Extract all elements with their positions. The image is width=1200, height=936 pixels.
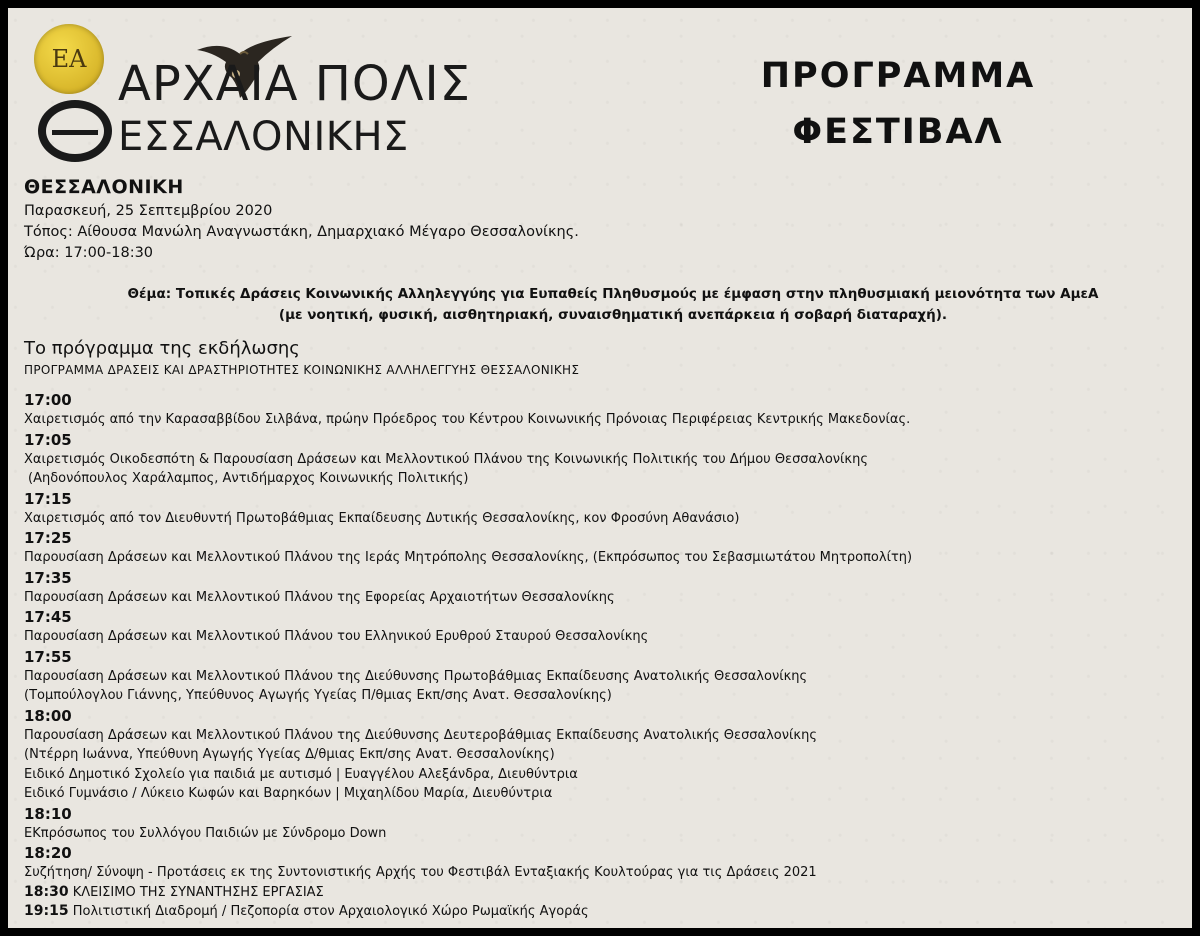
schedule-slot — [24, 647, 1184, 706]
event-date: Παρασκευή, 25 Σεπτεμβρίου 2020 — [24, 203, 273, 219]
poster-headline — [708, 48, 1088, 160]
slot-text: Ειδικό Γυμνάσιο / Λύκειο Κωφών και Βαρηκόων | Μιχαηλίδου Μαρία, Διευθύντρια — [24, 786, 553, 801]
slot-text: Παρουσίαση Δράσεων και Μελλοντικού Πλάνου της Ιεράς Μητρόπολης Θεσσαλονίκης, (Εκπρόσωπος του Σεβασμιωτάτου Μητροπολίτη) — [24, 550, 913, 565]
theme-line1: Θέμα: Τοπικές Δράσεις Κοινωνικής Αλληλεγγύης για Ευπαθείς Πληθυσμούς με έμφαση στην πληθυσμιακή μειονότητα των ΑμεΑ — [127, 286, 1099, 302]
schedule-slot — [24, 489, 1184, 529]
festival-program-poster — [8, 8, 1192, 928]
slot-text: Συζήτηση/ Σύνοψη - Προτάσεις εκ της Συντονιστικής Αρχής του Φεστιβάλ Ενταξιακής Κουλτούρας για τις Δράσεις 2021 — [24, 865, 817, 880]
slot-time: 17:55 — [24, 647, 72, 666]
closing-row — [24, 902, 1184, 922]
program-subheading: ΠΡΟΓΡΑΜΜΑ ΔΡΑΣΕΙΣ ΚΑΙ ΔΡΑΣΤΗΡΙΟΤΗΤΕΣ ΚΟΙΝΩΝΙΚΗΣ ΑΛΛΗΛΕΓΓΥΗΣ ΘΕΣΣΑΛΟΝΙΚΗΣ — [24, 363, 580, 377]
event-info — [24, 201, 579, 264]
schedule-slot — [24, 706, 1184, 804]
slot-text: Ειδικό Δημοτικό Σχολείο για παιδιά με αυτισμό | Ευαγγέλου Αλεξάνδρα, Διευθύντρια — [24, 766, 578, 782]
slot-text: Παρουσίαση Δράσεων και Μελλοντικού Πλάνου της Εφορείας Αρχαιοτήτων Θεσσαλονίκης — [24, 589, 615, 605]
closing-text: Πολιτιστική Διαδρομή / Πεζοπορία στον Αρχαιολογικό Χώρο Ρωμαϊκής Αγοράς — [72, 904, 589, 919]
schedule-slot — [24, 390, 1184, 430]
theme-line2: (με νοητική, φυσική, αισθητηριακή, συναισθηματική ανεπάρκεια ή σοβαρή διαταραχή). — [278, 307, 948, 323]
closing-time: 18:30 — [24, 883, 69, 900]
slot-time: 17:25 — [24, 529, 72, 547]
coin-monogram: ΕΑ — [51, 45, 87, 73]
event-place: Τόπος: Αίθουσα Μανώλη Αναγνωστάκη, Δημαρχιακό Μέγαρο Θεσσαλονίκης. — [24, 224, 579, 240]
slot-text: (Ντέρρη Ιωάννα, Υπεύθυνη Αγωγής Υγείας Δ/θμιας Εκπ/σης Ανατ. Θεσσαλονίκης) — [24, 747, 555, 762]
theta-letter — [38, 100, 112, 162]
slot-time: 18:20 — [24, 844, 72, 862]
event-city: ΘΕΣΣΑΛΟΝΙΚΗ — [24, 176, 184, 198]
slot-text: Χαιρετισμός Οικοδεσπότη & Παρουσίαση Δράσεων και Μελλοντικού Πλάνου της Κοινωνικής Πολιτικής του Δήμου Θεσσαλονίκης — [24, 451, 868, 467]
schedule-slot — [24, 607, 1184, 647]
slot-time: 18:10 — [24, 804, 72, 823]
slot-text: Παρουσίαση Δράσεων και Μελλοντικού Πλάνου του Ελληνικού Ερυθρού Σταυρού Θεσσαλονίκης — [24, 629, 649, 644]
slot-time: 17:05 — [24, 430, 72, 449]
schedule-slot — [24, 843, 1184, 883]
slot-time: 17:35 — [24, 568, 72, 587]
logo-title-line1: ΑΡΧΑΙΑ ΠΟΛΙΣ — [118, 56, 471, 112]
slot-text: Παρουσίαση Δράσεων και Μελλοντικού Πλάνου της Διεύθυνσης Δευτεροβάθμιας Εκπαίδευσης Ανατολικής Θεσσαλονίκης — [24, 727, 817, 743]
logo-title-line2: ΕΣΣΑΛΟΝΙΚΗΣ — [118, 114, 409, 160]
slot-text: ΕΚπρόσωπος του Συλλόγου Παιδιών με Σύνδρομο Down — [24, 825, 387, 841]
festival-logo — [32, 22, 502, 172]
slot-time: 17:15 — [24, 489, 72, 508]
slot-text: (Αηδονόπουλος Χαράλαμπος, Αντιδήμαρχος Κοινωνικής Πολιτικής) — [28, 471, 469, 486]
program-heading: Το πρόγραμμα της εκδήλωσης — [24, 338, 300, 359]
slot-time: 17:00 — [24, 391, 72, 409]
slot-text: Χαιρετισμός από την Καρασαββίδου Σιλβάνα, πρώην Πρόεδρος του Κέντρου Κοινωνικής Πρόνοιας Περιφέρειας Κεντρικής Μακεδονίας. — [24, 412, 911, 427]
schedule-slot — [24, 804, 1184, 844]
event-time: Ώρα: 17:00-18:30 — [24, 245, 154, 261]
event-theme — [68, 284, 1158, 326]
schedule-slot — [24, 568, 1184, 608]
gold-coin-emblem — [34, 24, 104, 94]
slot-text: Χαιρετισμός από τον Διευθυντή Πρωτοβάθμιας Εκπαίδευσης Δυτικής Θεσσαλονίκης, κον Φροσύνη Αθανάσιο) — [24, 510, 740, 526]
closing-row — [24, 883, 1184, 903]
slot-text: (Τομπούλογλου Γιάννης, Υπεύθυνος Αγωγής Υγείας Π/θμιας Εκπ/σης Ανατ. Θεσσαλονίκης) — [24, 688, 612, 703]
schedule-slot — [24, 430, 1184, 489]
closing-text: ΚΛΕΙΣΙΜΟ ΤΗΣ ΣΥΝΑΝΤΗΣΗΣ ΕΡΓΑΣΙΑΣ — [72, 884, 324, 900]
slot-text: Παρουσίαση Δράσεων και Μελλοντικού Πλάνου της Διεύθυνσης Πρωτοβάθμιας Εκπαίδευσης Ανατολικής Θεσσαλονίκης — [24, 668, 808, 684]
slot-time: 18:00 — [24, 706, 72, 725]
schedule-slot — [24, 528, 1184, 568]
closing-time: 19:15 — [24, 903, 69, 919]
program-schedule — [24, 390, 1184, 922]
headline-line2: ΦΕΣΤΙΒΑΛ — [792, 112, 1004, 152]
headline-line1: ΠΡΟΓΡΑΜΜΑ — [760, 56, 1036, 96]
slot-time: 17:45 — [24, 608, 72, 626]
